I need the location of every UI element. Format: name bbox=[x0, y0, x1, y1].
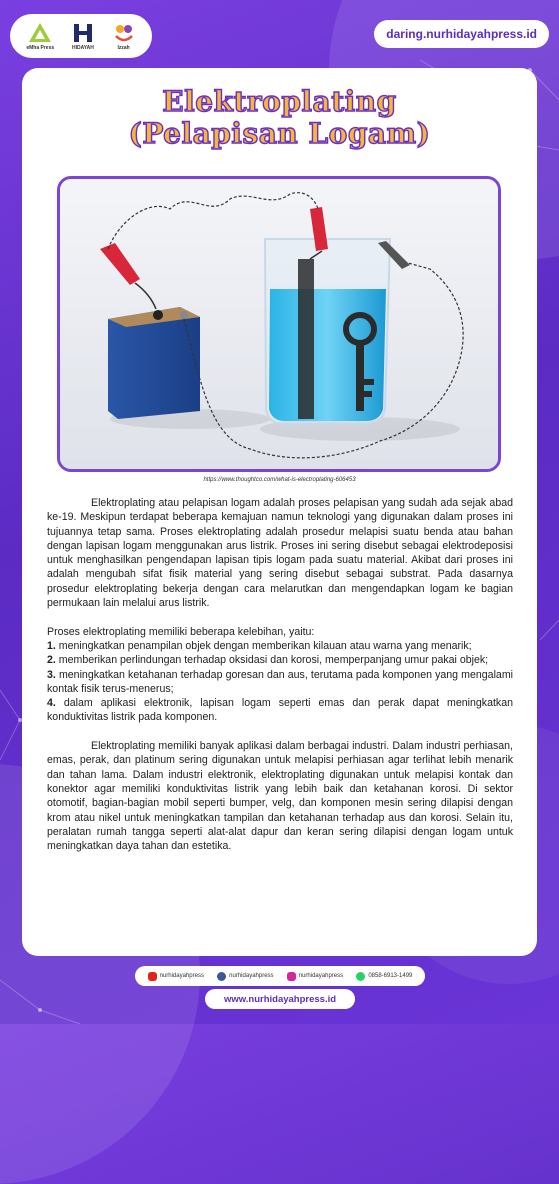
social-youtube[interactable]: nurhidayahpress bbox=[148, 972, 204, 981]
article-body bbox=[47, 496, 513, 853]
list-item: 1. meningkatkan penampilan objek dengan memberikan kilauan atau warna yang menarik; bbox=[47, 639, 472, 652]
content-card bbox=[22, 68, 537, 956]
electroplating-photo bbox=[57, 176, 501, 472]
list-intro: Proses elektroplating memiliki beberapa kelebihan, yaitu: bbox=[47, 625, 315, 638]
paragraph-applications: Elektroplating memiliki banyak aplikasi dalam berbagai industri. Dalam industri perhiasan, emas, perak, dan platinum sering digunakan untuk melapisi perhiasan agar terlihat lebih menarik dan tahan lama. Dalam industri elektronik, elektroplating digunakan untuk melapisi kontak dan konektor agar memiliki konduktivitas listrik yang lebih baik dan ketahanan korosi. Di sektor otomotif, bagian-bagian mobil seperti bumper, velg, dan komponen mesin sering dilapisi dengan krom atau nikel untuk meningkatkan tampilan dan ketahanan terhadap aus dan korosi. Selain itu, peralatan rumah tangga seperti alat-alat dapur dan keran sering dilapisi dengan logam untuk meningkatkan daya tahan dan estetika. bbox=[47, 740, 513, 853]
hidayah-logo: HIDAYAH bbox=[71, 22, 95, 51]
emha-press-logo: eMha Press bbox=[26, 22, 54, 51]
list-item: 4. dalam aplikasi elektronik, lapisan logam seperti emas dan perak dapat meningkatkan konduktivitas listrik pada komponen. bbox=[47, 697, 513, 724]
social-links bbox=[135, 966, 425, 986]
site-url-badge[interactable]: daring.nurhidayahpress.id bbox=[374, 20, 549, 48]
page-title bbox=[22, 86, 537, 150]
paragraph-intro: Elektroplating atau pelapisan logam adalah proses pelapisan yang sudah ada sejak abad ke-19. Meskipun terdapat beberapa kemajuan namun teknologi yang digunakan dalam proses ini tujuannya tetap sama. Proses elektroplating adalah prosedur melapisi suatu benda atau bahan dengan lapisan logam menggunakan arus listrik. Proses ini sering disebut sebagai elektrodeposisi untuk menghasilkan pengendapan lapisan tipis logam pada suatu material. Akibat dari proses ini adalah mengubah sifat fisik material yang sering disebut sebagai substrat. Pada dasarnya prosedur elektroplating bekerja dengan cara melarutkan dan mengendapkan logam ke bagian permukaan lain melalui arus listrik. bbox=[47, 497, 513, 610]
list-item: 2. memberikan perlindungan terhadap oksidasi dan korosi, memperpanjang umur pakai objek; bbox=[47, 654, 489, 667]
website-link[interactable]: www.nurhidayahpress.id bbox=[205, 989, 355, 1009]
publisher-logos bbox=[10, 14, 152, 58]
facebook-icon bbox=[217, 972, 226, 981]
instagram-icon bbox=[287, 972, 296, 981]
whatsapp-icon bbox=[356, 972, 365, 981]
izzah-logo: Izzah bbox=[112, 22, 136, 51]
title-line-1: Elektroplating bbox=[162, 85, 397, 118]
youtube-icon bbox=[148, 972, 157, 981]
social-facebook[interactable]: nurhidayahpress bbox=[217, 972, 273, 981]
social-instagram[interactable]: nurhidayahpress bbox=[287, 972, 343, 981]
list-item: 3. meningkatkan ketahanan terhadap goresan dan aus, terutama pada komponen yang mengalami kontak fisik terus-menerus; bbox=[47, 668, 513, 695]
title-line-2: (Pelapisan Logam) bbox=[128, 117, 431, 150]
social-whatsapp[interactable]: 0858-6913-1499 bbox=[356, 972, 412, 981]
image-caption: https://www.thoughtco.com/what-is-electroplating-606453 bbox=[203, 477, 356, 483]
